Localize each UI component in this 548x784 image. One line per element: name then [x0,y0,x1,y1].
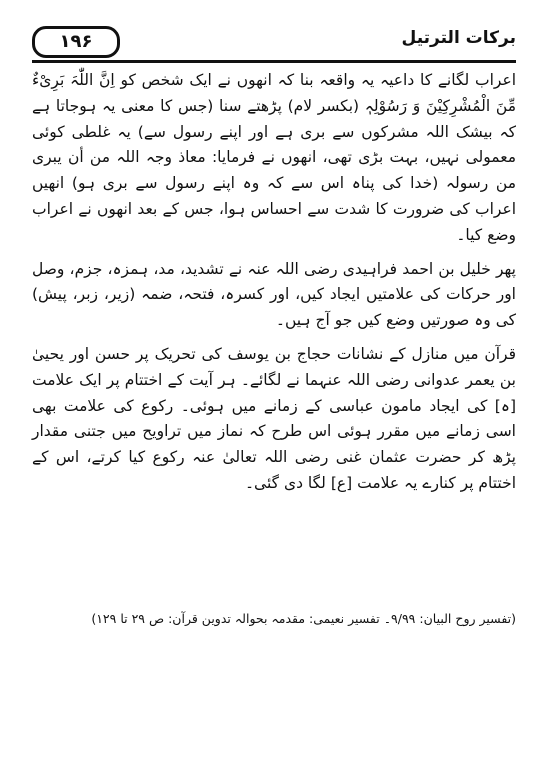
body-text [32,68,516,505]
paragraph-3: قرآن میں منازل کے نشانات حجاج بن یوسف کی تحریک پر حسن اور یحییٰ بن یعمر عدوانی رضی اللہ عنہما نے لگائے۔ ہر آیت کے اختتام پر ایک علامت [ہ] کی ایجاد مامون عباسی کے زمانے میں ہوئی۔ رکوع کی علامت بھی اسی زمانے میں مقرر ہوئی اس طرح کہ نماز میں تراویح میں جتنی مقدار پڑھ کر حضرت عثمان غنی رضی اللہ تعالیٰ عنہ رکوع کیا کرتے، اس کے اختتام پر کنارے یہ علامت [ع] لگا دی گئی۔ [32,344,516,492]
page-header [32,26,516,58]
running-title: برکات الترتیل [401,28,516,48]
page-number-badge: ۱۹۶ [32,26,120,58]
paragraph-2: پھر خلیل بن احمد فراہیدی رضی اللہ عنہ نے تشدید، مد، ہمزہ، جزم، وصل اور حرکات کی علامتیں ایجاد کیں، اور کسرہ، فتحہ، ضمہ (زیر، زبر، پیش) کی وہ صورتیں وضع کیں جو آج ہیں۔ [32,259,516,330]
reference-footnote: (تفسیر روح البیان: ۹/۹۹۔ تفسیر نعیمی: مقدمہ بحوالہ تدوین قرآن: ص ۲۹ تا ۱۲۹) [91,611,516,626]
paragraph-1: اعراب لگانے کا داعیہ یہ واقعہ بنا کہ انھوں نے ایک شخص کو اِنَّ اللّٰہَ بَرِیْءٌ مِّنَ الْمُشْرِکِیْنَ وَ رَسُوْلِہٖ (بکسر لام) پڑھتے سنا (جس کا معنی یہ ہوجاتا ہے کہ بیشک اللہ مشرکوں سے بری ہے اور اپنے رسول سے) یہ غلطی کوئی معمولی نہیں، بہت بڑی تھی، انھوں نے فرمایا: معاذ وجہ اللہ من أن یبری من رسولہ (خدا کی پناہ اس سے کہ وہ اپنے رسول سے بری ہو) انھیں اعراب کی ضرورت کا شدت سے احساس ہوا، جس کے بعد انھوں نے اعراب وضع کیا۔ [32,71,516,244]
header-rule [32,60,516,63]
